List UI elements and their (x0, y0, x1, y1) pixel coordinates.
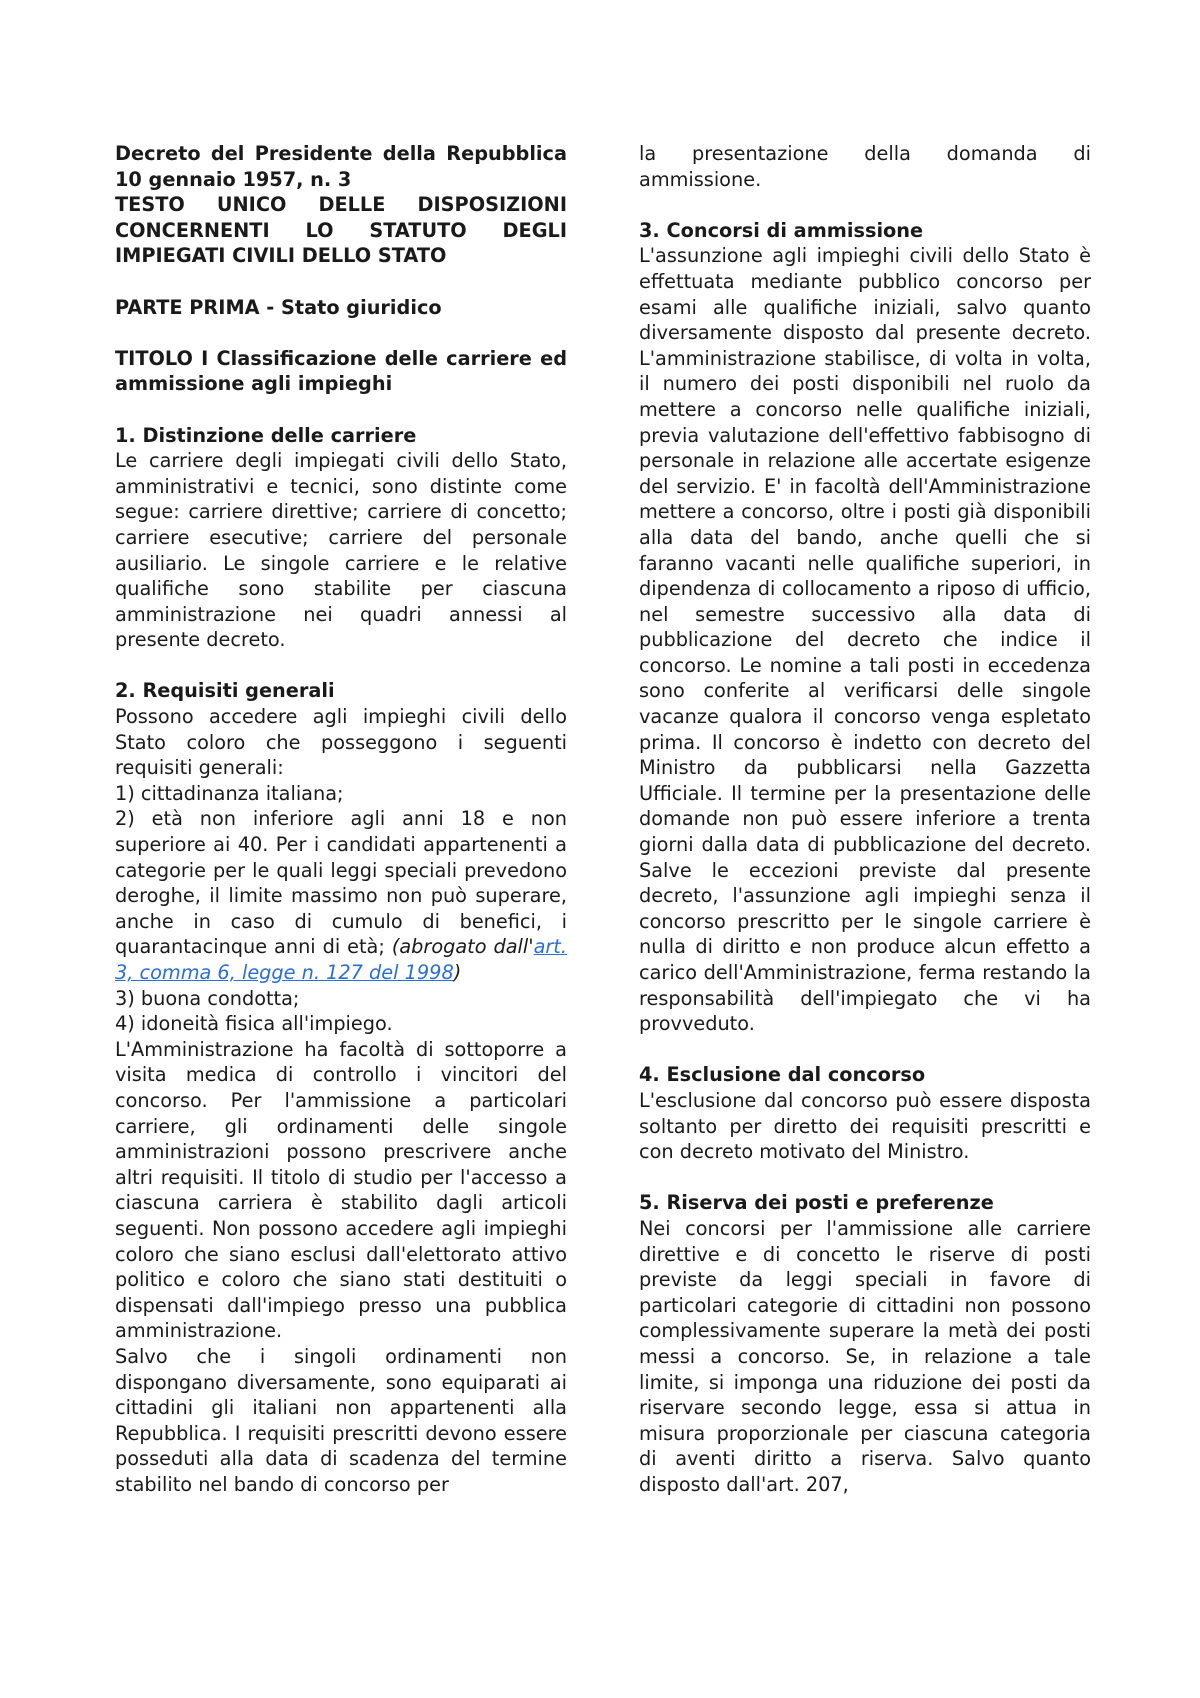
section-2-item-2-text: 2) età non inferiore agli anni 18 e non superiore ai 40. Per i candidati appartenenti a categorie per le quali leggi speciali prevedono deroghe, il limite massimo non può superare, anche in caso di cumulo di benefici, i quarantacinque anni di età; (115, 807, 567, 959)
part-heading (115, 295, 567, 321)
section-3-heading: 3. Concorsi di ammissione (639, 218, 924, 242)
section-4-heading: 4. Esclusione dal concorso (639, 1063, 926, 1087)
section-5-heading: 5. Riserva dei posti e preferenze (639, 1191, 994, 1215)
spacer (115, 269, 567, 295)
continuation-text: la presentazione della domanda di ammissione. (639, 142, 1091, 191)
spacer (639, 1037, 1091, 1063)
abrogation-prefix: (abrogato dall' (391, 935, 534, 959)
section-2-paragraph-1: L'Amministrazione ha facoltà di sottoporre a visita medica di controllo i vincitori del concorso. Per l'ammissione a particolari carriere, gli ordinamenti delle singole amministrazioni possono prescrivere anche altri requisiti. Il titolo di studio per l'accesso a ciascuna carriera è stabilito dagli articoli seguenti. Non possono accedere agli impieghi coloro che siano esclusi dall'elettorato attivo politico e coloro che siano stati destituiti o dispensati dall'impiego presso una pubblica amministrazione. (115, 1037, 567, 1343)
section-3-body: L'assunzione agli impieghi civili dello Stato è effettuata mediante pubblico concorso per esami alle qualifiche iniziali, salvo quanto diversamente disposto dal presente decreto. L'amministrazione stabilisce, di volta in volta, il numero dei posti disponibili nel ruolo da mettere a concorso nelle qualifiche iniziali, previa valutazione dell'effettivo fabbisogno di personale in relazione alle accertate esigenze del servizio. E' in facoltà dell'Amministrazione mettere a concorso, oltre i posti già disponibili alla data del bando, anche quelli che si faranno vacanti nelle qualifiche superiori, in dipendenza di collocamento a riposo di ufficio, nel semestre successivo alla data di pubblicazione del decreto che indice il concorso. Le nomine a tali posti in eccedenza sono conferite al verificarsi delle singole vacanze qualora il concorso venga espletato prima. Il concorso è indetto con decreto del Ministro da pubblicarsi nella Gazzetta Ufficiale. Il termine per la presentazione delle domande non può essere inferiore a trenta giorni dalla data di pubblicazione del decreto. Salve le eccezioni previste dal presente decreto, l'assunzione agli impieghi senza il concorso prescritto per le singole carriere è nulla di diritto e non produce alcun effetto a carico dell'Amministrazione, ferma restando la responsabilità dell'impiegato che vi ha provveduto. (639, 244, 1091, 1036)
section-2-heading: 2. Requisiti generali (115, 679, 335, 703)
spacer (639, 192, 1091, 218)
section-1-body: Le carriere degli impiegati civili dello Stato, amministrativi e tecnici, sono distinte come segue: carriere direttive; carriere di concetto; carriere esecutive; carriere del personale ausiliario. Le singole carriere e le relative qualifiche sono stabilite per ciascuna amministrazione nei quadri annessi al presente decreto. (115, 449, 567, 652)
section-1-heading: 1. Distinzione delle carriere (115, 423, 417, 447)
spacer (115, 320, 567, 346)
spacer (115, 653, 567, 679)
section-2-paragraph-2: Salvo che i singoli ordinamenti non dispongano diversamente, sono equiparati ai cittadini gli italiani non appartenenti alla Repubblica. I requisiti prescritti devono essere posseduti alla data di scadenza del termine stabilito nel bando di concorso per (115, 1344, 567, 1496)
section-2-intro: Possono accedere agli impieghi civili dello Stato coloro che posseggono i seguenti requisiti generali: (115, 705, 567, 780)
left-column (115, 141, 567, 1497)
right-column (639, 141, 1091, 1497)
abrogation-suffix: ) (453, 961, 462, 984)
titolo-heading: TITOLO I Classificazione delle carriere ed ammissione agli impieghi (115, 346, 567, 396)
part-heading-text: PARTE PRIMA - Stato giuridico (115, 295, 442, 319)
spacer (115, 397, 567, 423)
document-subtitle: TESTO UNICO DELLE DISPOSIZIONI CONCERNENTI LO STATUTO DEGLI IMPIEGATI CIVILI DELLO STATO (115, 193, 567, 268)
section-5-body: Nei concorsi per l'ammissione alle carriere direttive e di concetto le riserve di posti previste da leggi speciali in favore di particolari categorie di cittadini non possono complessivamente superare la metà dei posti messi a concorso. Se, in relazione a tale limite, si imponga una riduzione dei posti da riservare secondo legge, essa si attua in misura proporzionale per ciascuna categoria di aventi diritto a riserva. Salvo quanto disposto dall'art. 207, (639, 1216, 1091, 1496)
section-2-item-2 (115, 806, 567, 985)
document-title: Decreto del Presidente della Repubblica 10 gennaio 1957, n. 3 (115, 142, 567, 191)
section-2-item-3: 3) buona condotta; (115, 986, 300, 1010)
section-2-item-4: 4) idoneità fisica all'impiego. (115, 1012, 393, 1036)
section-4-body: L'esclusione dal concorso può essere disposta soltanto per diretto dei requisiti prescritti e con decreto motivato del Ministro. (639, 1088, 1091, 1164)
spacer (639, 1165, 1091, 1191)
section-2-item-1: 1) cittadinanza italiana; (115, 781, 344, 805)
abrogation-law-link[interactable]: art. 3, comma 6, legge n. 127 del 1998 (115, 935, 567, 984)
